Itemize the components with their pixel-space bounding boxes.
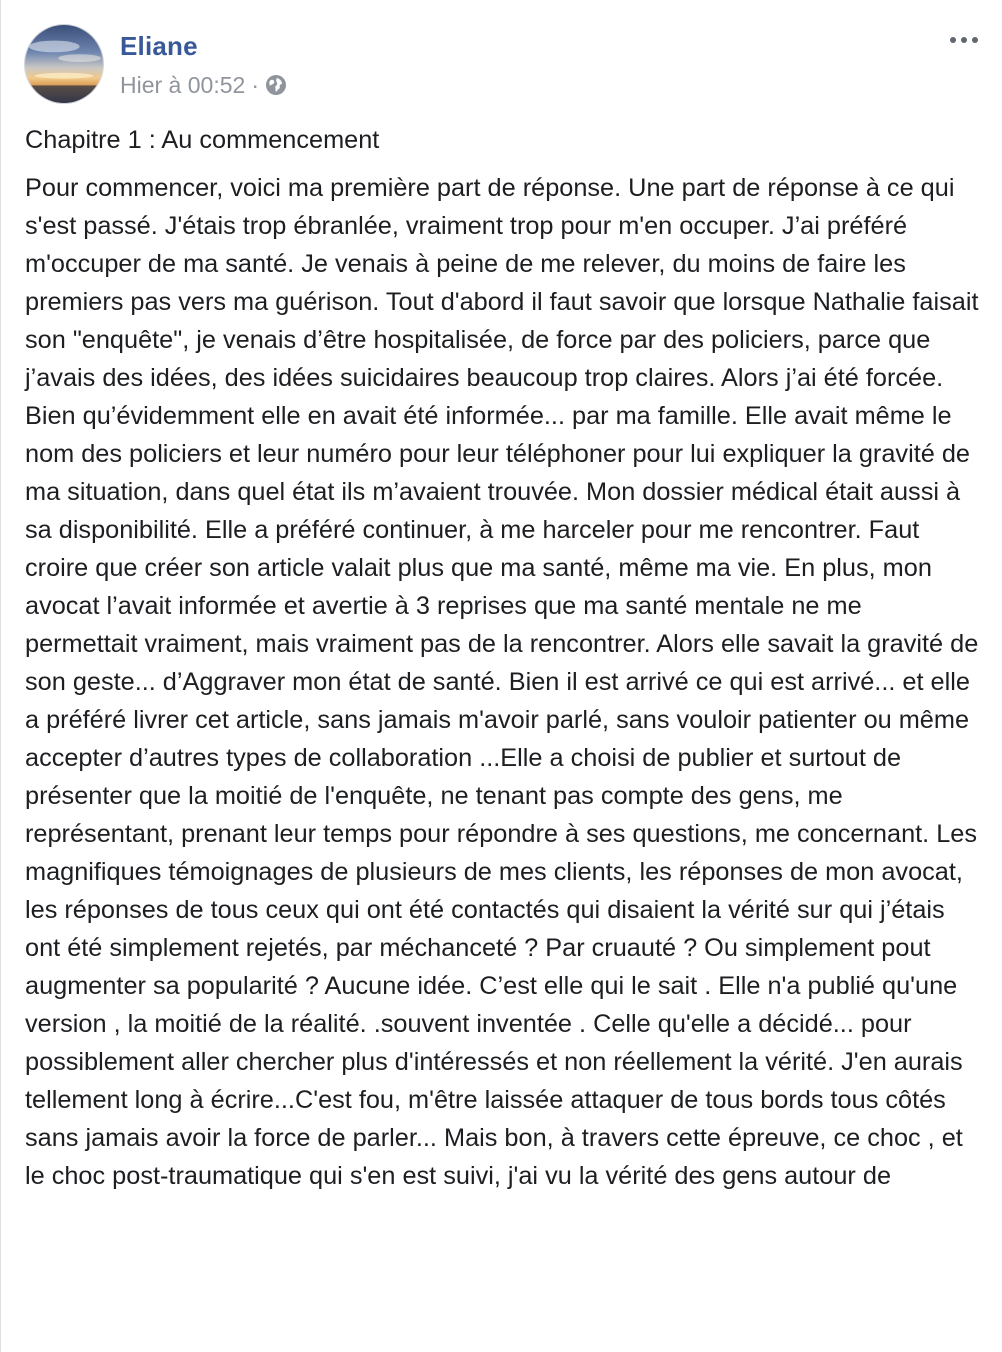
avatar-sunset-image [25, 25, 103, 103]
post-text [25, 121, 980, 1205]
post-meta [120, 70, 287, 100]
author-avatar[interactable] [24, 24, 104, 104]
globe-icon[interactable] [265, 74, 287, 96]
post-paragraph: Pour commencer, voici ma première part de réponse. Une part de réponse à ce qui s'est passé. J'étais trop ébranlée, vraiment trop pour m'en occuper. J’ai préféré m'occuper de ma santé. Je venais à peine de me relever, du moins de faire les premiers pas vers ma guérison. Tout d'abord il faut savoir que lorsque Nathalie faisait son "enquête", je venais d’être hospitalisée, de force par des policiers, parce que j’avais des idées, des idées suicidaires beaucoup trop claires. Alors j’ai été forcée. Bien qu’évidemment elle en avait été informée... par ma famille. Elle avait même le nom des policiers et leur numéro pour leur téléphoner pour lui expliquer la gravité de ma situation, dans quel état ils m’avaient trouvée. Mon dossier médical était aussi à sa disponibilité. Elle a préféré continuer, à me harceler pour me rencontrer. Faut croire que créer son article valait plus que ma santé, même ma vie. En plus, mon avocat l’avait informée et avertie à 3 reprises que ma santé mentale ne me permettait vraiment, mais vraiment pas de la rencontrer. Alors elle savait la gravité de son geste... d’Aggraver mon état de santé. Bien il est arrivé ce qui est arrivé... et elle a préféré livrer cet article, sans jamais m'avoir parlé, sans vouloir patienter ou même accepter d’autres types de collaboration ...Elle a choisi de publier et surtout de présenter que la moitié de l'enquête, ne tenant pas compte des gens, me représentant, prenant leur temps pour répondre à ses questions, me concernant. Les magnifiques témoignages de plusieurs de mes clients, les réponses de mon avocat, les réponses de tous ceux qui ont été contactés qui disaient la vérité sur qui j’étais ont été simplement rejetés, par méchanceté ? Par cruauté ? Ou simplement pout augmenter sa popularité ? Aucune idée. C’est elle qui le sait . Elle n'a publié qu'une version , la moitié de la réalité. .souvent inventée . Celle qu'elle a décidé... pour possiblement aller chercher plus d'intéressés et non réellement la vérité. J'en aurais tellement long à écrire...C'est fou, m'être laissée attaquer de tous bords tous côtés sans jamais avoir la force de parler... Mais bon, à travers cette épreuve, ce choc , et le choc post-traumatique qui s'en est suivi, j'ai vu la vérité des gens autour de [25, 174, 979, 1190]
more-options-button[interactable] [946, 26, 982, 54]
meta-separator: · [251, 71, 259, 98]
author-name[interactable]: Eliane [120, 31, 198, 61]
post-timestamp[interactable]: Hier à 00:52 [120, 71, 246, 98]
more-options-icon [949, 36, 979, 44]
chapter-title: Chapitre 1 : Au commencement [25, 126, 380, 154]
